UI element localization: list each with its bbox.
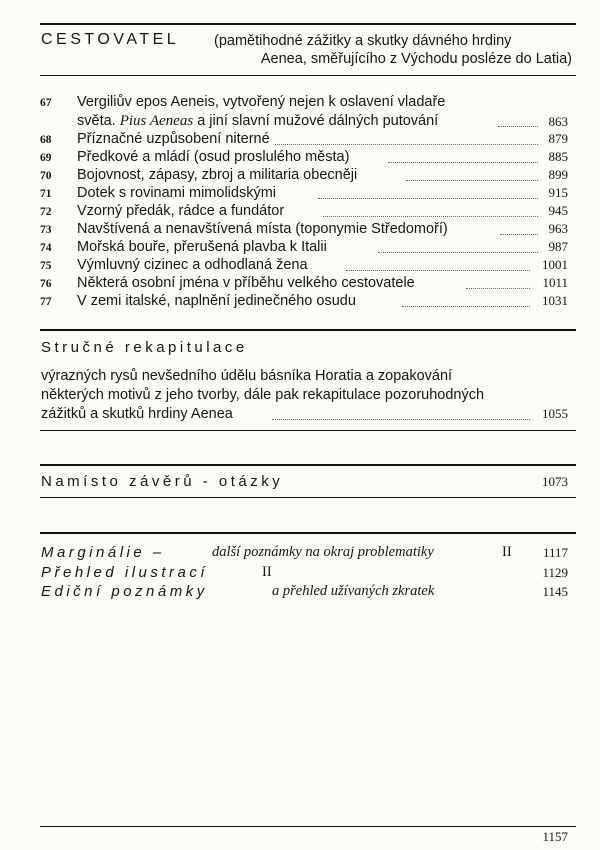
chapter-title: Některá osobní jména v příběhu velkého cestovatele (77, 275, 415, 291)
leader-dots (272, 419, 530, 420)
chapter-number: 74 (40, 242, 52, 254)
leader-dots (406, 180, 538, 181)
chapter-title: Dotek s rovinami mimolidskými (77, 185, 277, 201)
chapter-title-part: světa. (77, 113, 120, 129)
chapter-title-italic: Pius Aeneas (119, 113, 194, 129)
chapter-page: 885 (548, 149, 568, 164)
prehled-page: 1129 (542, 565, 568, 580)
prehled-ilustraci-label: Přehled ilustrací (41, 564, 209, 581)
chapter-title-continued (77, 113, 438, 130)
chapter-title: Mořská bouře, přerušená plavba k Italii (77, 239, 327, 255)
section-heading-otazky: Namísto závěrů - otázky (41, 473, 284, 490)
section-rule (40, 464, 576, 466)
chapter-number: 68 (40, 134, 52, 146)
chapter-number: 72 (40, 206, 52, 218)
chapter-title: V zemi italské, naplnění jedinečného osudu (77, 293, 356, 309)
section-rule (40, 532, 576, 534)
chapter-page: 899 (548, 167, 568, 182)
section-subtitle-line2: Aenea, směřujícího z Východu posléze do Latia) (260, 51, 572, 67)
chapter-page: 963 (548, 221, 568, 236)
leader-dots (318, 198, 538, 199)
chapter-title: Předkové a mládí (osud proslulého města) (77, 149, 350, 165)
edicni-poznamky-label: Ediční poznámky (41, 583, 208, 600)
leader-dots (500, 234, 538, 235)
section-subtitle-line1: (pamětihodné zážitky a skutky dávného hrdiny (214, 33, 512, 49)
footer-rule (40, 826, 576, 827)
chapter-number: 73 (40, 224, 52, 236)
chapter-page: 879 (548, 131, 568, 146)
leader-dots (498, 126, 538, 127)
edicni-page: 1145 (542, 584, 568, 599)
leader-dots (402, 306, 530, 307)
chapter-number: 76 (40, 278, 52, 290)
chapter-title: Bojovnost, zápasy, zbroj a militaria obecněji (77, 167, 358, 183)
rekapitulace-line1: výrazných rysů nevšedního údělu básníka Horatia a zopakování (41, 368, 453, 384)
chapter-title: Výmluvný cizinec a odhodlaná žena (77, 257, 308, 273)
marginalie-roman: II (502, 544, 512, 560)
chapter-title: Vzorný předák, rádce a fundátor (77, 203, 285, 219)
otazky-page: 1073 (542, 474, 568, 489)
chapter-number: 71 (40, 188, 52, 200)
section-rule (40, 497, 576, 498)
leader-dots (346, 270, 530, 271)
chapter-number: 70 (40, 170, 52, 182)
chapter-title: Vergiliův epos Aeneis, vytvořený nejen k oslavení vladaře (77, 94, 446, 110)
chapter-page: 915 (548, 185, 568, 200)
leader-dots (466, 288, 530, 289)
rekapitulace-line2: některých motivů z jeho tvorby, dále pak rekapitulace pozoruhodných (41, 387, 485, 403)
section-rule (40, 75, 576, 76)
chapter-page: 1031 (542, 293, 568, 308)
prehled-roman: II (262, 564, 272, 580)
chapter-title: Příznačné uzpůsobení niterné (77, 131, 270, 147)
leader-dots (388, 162, 538, 163)
chapter-page: 987 (548, 239, 568, 254)
leader-dots (275, 144, 538, 145)
chapter-page: 1001 (542, 257, 568, 272)
chapter-page: 945 (548, 203, 568, 218)
chapter-number: 75 (40, 260, 52, 272)
section-heading-rekapitulace: Stručné rekapitulace (41, 339, 248, 356)
chapter-number: 69 (40, 152, 52, 164)
section-heading-cestovatel: CESTOVATEL (41, 31, 180, 48)
chapter-title-part: a jiní slavní mužové dálných putování (193, 113, 439, 129)
rekapitulace-line3: zážitků a skutků hrdiny Aenea (41, 406, 233, 422)
top-rule (40, 23, 576, 25)
section-rule (40, 329, 576, 331)
chapter-title: Navštívená a nenavštívená místa (toponymie Středomoří) (77, 221, 448, 237)
marginalie-label: Marginálie – (41, 544, 165, 561)
chapter-page: 1011 (542, 275, 568, 290)
chapter-number: 77 (40, 296, 52, 308)
leader-dots (378, 252, 538, 253)
chapter-page: 863 (548, 114, 568, 129)
marginalie-description: další poznámky na okraj problematiky (212, 544, 434, 560)
leader-dots (323, 216, 538, 217)
page-number: 1157 (542, 829, 568, 844)
chapter-number: 67 (40, 97, 52, 109)
marginalie-page: 1117 (542, 545, 568, 560)
section-rule (40, 430, 576, 431)
edicni-description: a přehled užívaných zkratek (272, 583, 435, 599)
rekapitulace-page: 1055 (542, 406, 568, 421)
